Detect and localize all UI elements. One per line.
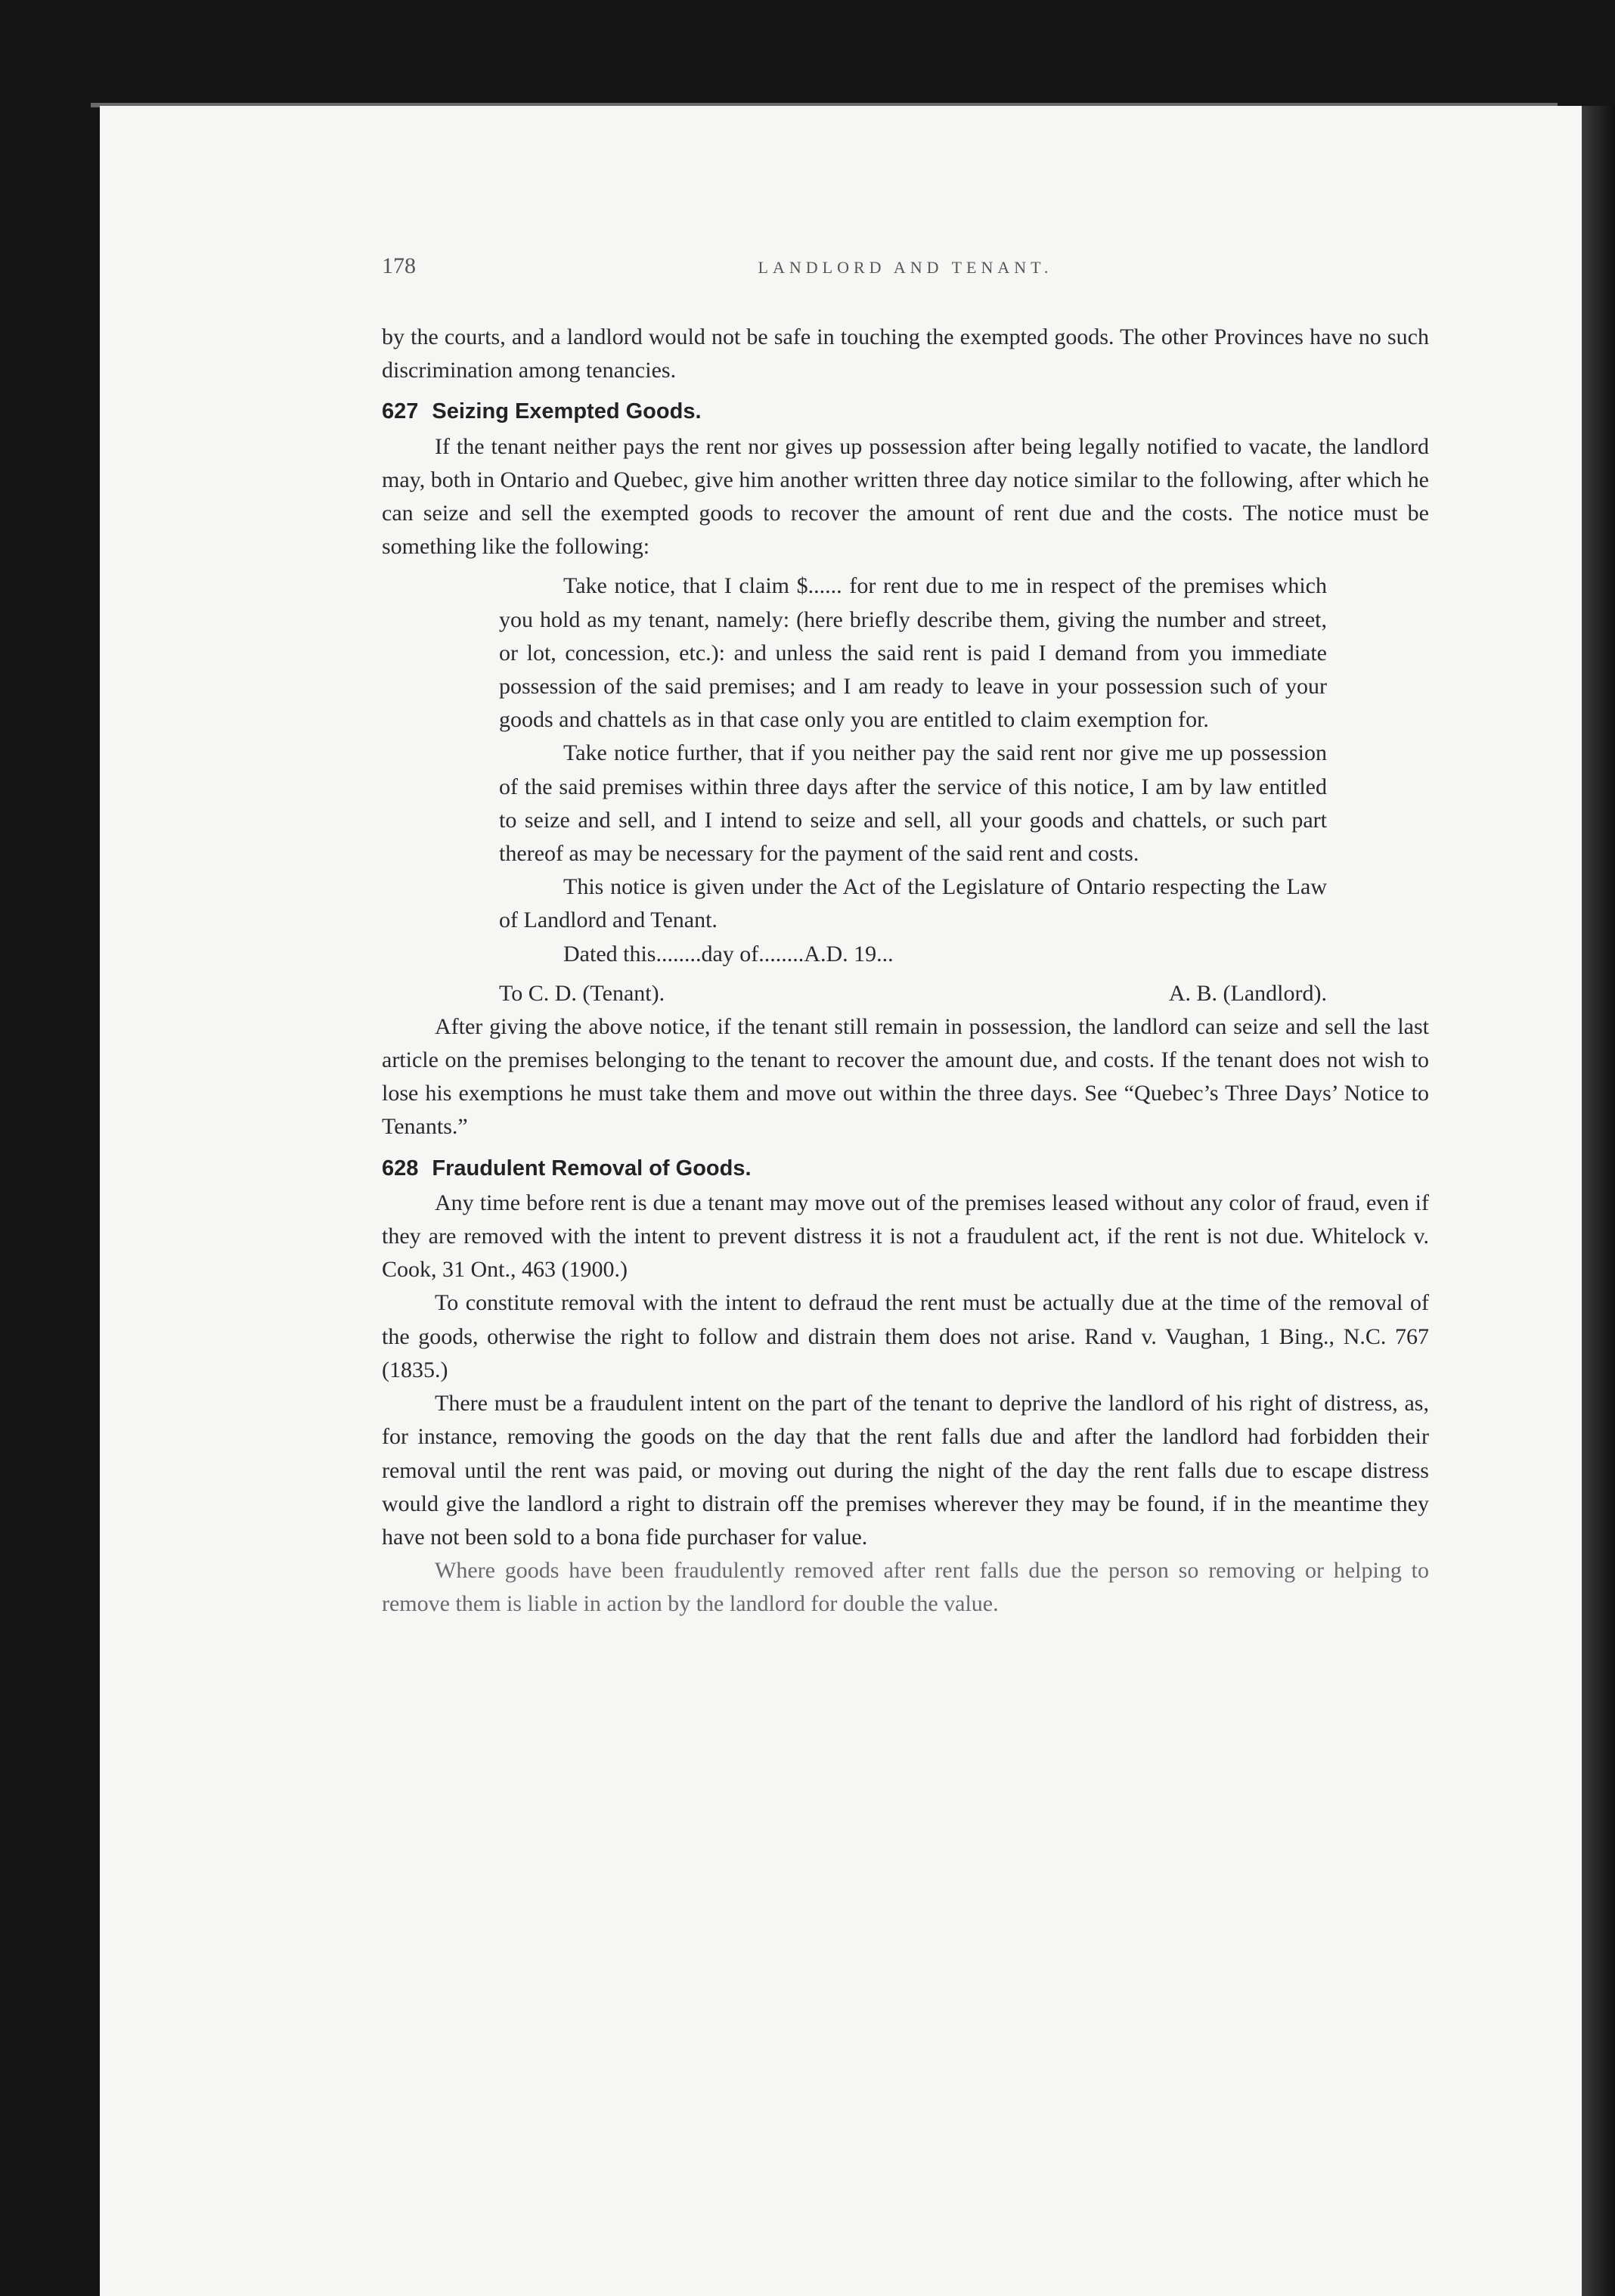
notice-paragraph: Take notice further, that if you neither pay the said rent nor give me up possession of the said premises within three days after the service of this notice, I am by law entitled to seize and sell, and I intend to seize and sell, all your goods and chattels, or such part thereof as may be necessary for the payment of the said rent and costs. — [499, 740, 1327, 867]
intro-paragraph: by the courts, and a landlord would not be safe in touching the exempted goods. The other Provinces have no such discrimination among tenancies. — [382, 324, 1429, 383]
section-number: 628 — [382, 1156, 419, 1181]
section-heading-627 — [382, 395, 1429, 428]
notice-addressee: To C. D. (Tenant). — [499, 980, 665, 1006]
paragraph: There must be a fraudulent intent on the part of the tenant to deprive the landlord of his right of distress, as, for instance, removing the goods on the day that the rent falls due and after the landlord had forbidden their removal until the rent was paid, or moving out during the night of the day the rent falls due to escape distress would give the landlord a right to distrain off the premises wherever they may be found, if in the meantime they have not been sold to a bona fide purchaser for value. — [382, 1391, 1429, 1550]
notice-paragraph: This notice is given under the Act of the Legislature of Ontario respecting the Law of Landlord and Tenant. — [499, 874, 1327, 933]
section-title: Fraudulent Removal of Goods. — [432, 1156, 752, 1181]
text-block — [382, 242, 1429, 1621]
running-head — [382, 242, 1429, 287]
paragraph: Where goods have been fraudulently removed after rent falls due the person so removing or helping to remove them is liable in action by the landlord for double the value. — [382, 1558, 1429, 1617]
notice-dated-line: Dated this........day of........A.D. 19... — [563, 941, 894, 966]
paragraph: To constitute removal with the intent to defraud the rent must be actually due at the time of the removal of the goods, otherwise the right to follow and distrain them does not arise. Rand v. Vaughan, 1 Bing., N.C. 767 (1835.) — [382, 1290, 1429, 1382]
notice-form — [499, 569, 1327, 970]
notice-signer: A. B. (Landlord). — [1168, 980, 1327, 1006]
section-heading-628 — [382, 1152, 1429, 1185]
page-number: 178 — [382, 253, 416, 278]
running-title: LANDLORD AND TENANT. — [758, 258, 1053, 277]
paragraph: After giving the above notice, if the tenant still remain in possession, the landlord can seize and sell the last article on the premises belonging to the tenant to recover the amount due, and costs. If the tenant does not wish to lose his exemptions he must take them and move out within the three days. See “Quebec’s Three Days’ Notice to Tenants.” — [382, 1013, 1429, 1140]
section-number: 627 — [382, 399, 419, 424]
notice-signature-line — [499, 977, 1327, 1010]
section-title: Seizing Exempted Goods. — [432, 399, 702, 424]
page-fore-edge — [1582, 106, 1615, 2296]
paragraph: Any time before rent is due a tenant may move out of the premises leased without any color of fraud, even if they are removed with the intent to prevent distress it is not a fraudulent act, if the rent is not due. Whitelock v. Cook, 31 Ont., 463 (1900.) — [382, 1190, 1429, 1283]
notice-paragraph: Take notice, that I claim $...... for rent due to me in respect of the premises which you hold as my tenant, namely: (here briefly describe them, giving the number and street, or lot, concession, etc.): and unless the said rent is paid I demand from you immediate possession of the said premises; and I am ready to leave in your possession such of your goods and chattels as in that case only you are entitled to claim exemption for. — [499, 573, 1327, 733]
paragraph: If the tenant neither pays the rent nor gives up possession after being legally notified to vacate, the landlord may, both in Ontario and Quebec, give him another written three day notice similar to the following, after which he can seize and sell the exempted goods to recover the amount of rent due and the costs. The notice must be something like the following: — [382, 433, 1429, 560]
